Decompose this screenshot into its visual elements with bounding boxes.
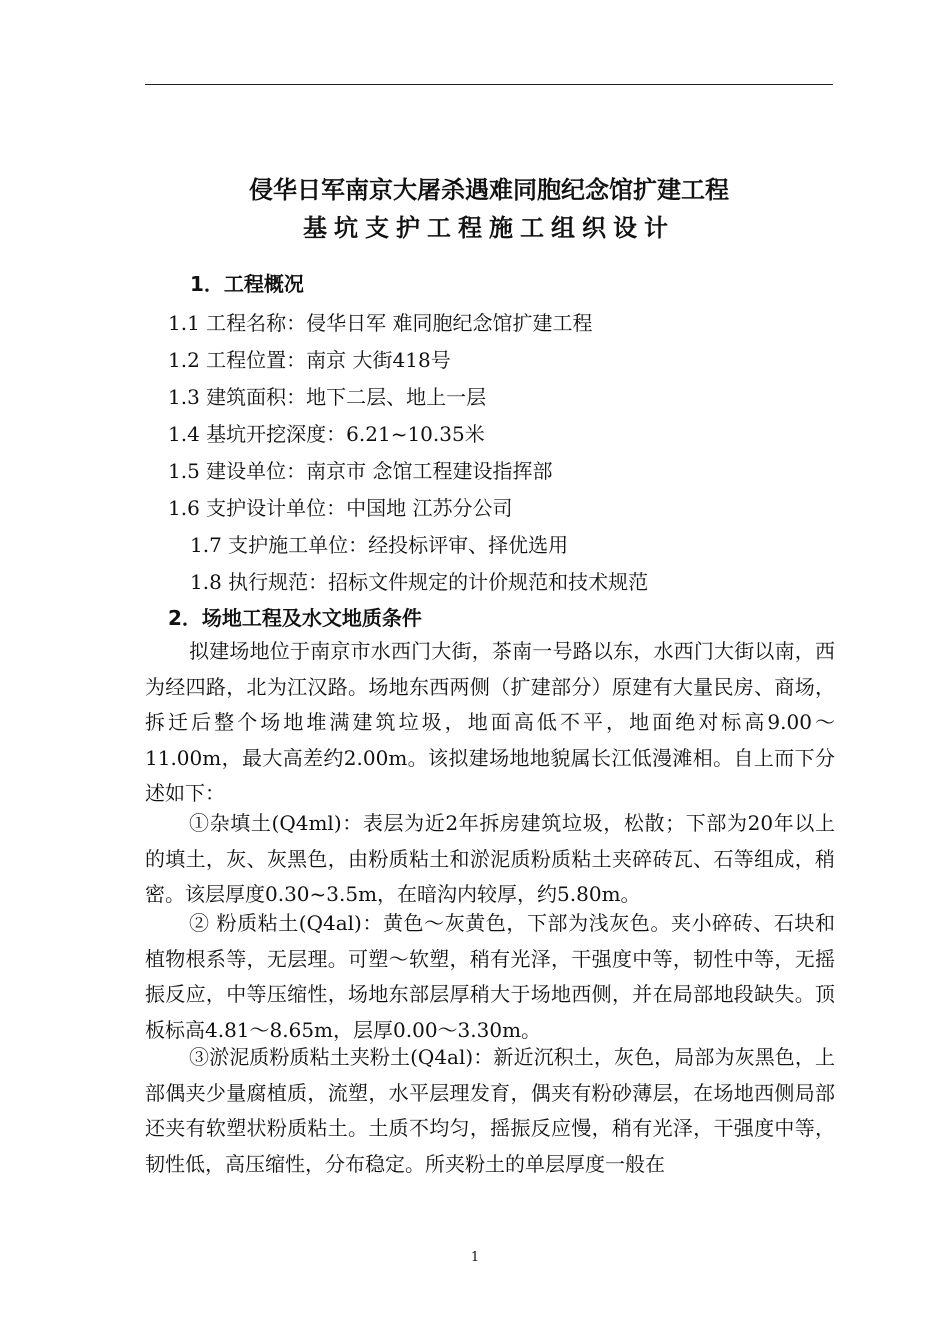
paragraph-site-location: 拟建场地位于南京市水西门大街，茶南一号路以东，水西门大街以南，西为经四路，北为江汉路。场地东西两侧（扩建部分）原建有大量民房、商场，拆迁后整个场地堆满建筑垃圾，地面高低不平，地面绝对标高9.00～11.00m，最大高差约2.00m。该拟建场地地貌属长江低漫滩相。自上而下分述如下： — [145, 639, 835, 806]
paragraph-layer-1-fill: ①杂填土(Q4ml)：表层为近2年拆房建筑垃圾，松散；下部为20年以上的填土，灰、灰黑色，由粉质粘土和淤泥质粉质粘土夹碎砖瓦、石等组成，稍密。该层厚度0.30~3.5m，在暗沟内较厚，约5.80m。 — [145, 811, 835, 907]
paragraph-layer-2-silty-clay: ② 粉质粘土(Q4al)：黄色～灰黄色，下部为浅灰色。夹小碎砖、石块和植物根系等，无层理。可塑～软塑，稍有光泽，干强度中等，韧性中等，无摇振反应，中等压缩性，场地东部层厚稍大于场地西侧，并在局部地段缺失。顶板标高4.81～8.65m，层厚0.00～3.30m。 — [145, 911, 835, 1042]
page-number: 1 — [470, 1250, 480, 1265]
overview-item-1-4: 1.4 基坑开挖深度：6.21~10.35米 — [168, 422, 485, 446]
header-rule — [145, 84, 833, 85]
overview-item-1-1: 1.1 工程名称：侵华日军 难同胞纪念馆扩建工程 — [168, 311, 593, 335]
overview-item-1-2: 1.2 工程位置：南京 大街418号 — [168, 348, 451, 372]
overview-item-1-6: 1.6 支护设计单位：中国地 江苏分公司 — [168, 496, 513, 520]
overview-item-1-8: 1.8 执行规范：招标文件规定的计价规范和技术规范 — [190, 570, 649, 594]
overview-item-1-5: 1.5 建设单位：南京市 念馆工程建设指挥部 — [168, 459, 553, 483]
overview-item-1-3: 1.3 建筑面积：地下二层、地上一层 — [168, 385, 487, 409]
overview-item-1-7: 1.7 支护施工单位：经投标评审、择优选用 — [190, 533, 569, 557]
document-title-line-1: 侵华日军南京大屠杀遇难同胞纪念馆扩建工程 — [249, 176, 729, 204]
section-2-heading: 2．场地工程及水文地质条件 — [168, 606, 422, 630]
paragraph-layer-3-mucky-clay: ③淤泥质粉质粘土夹粉土(Q4al)：新近沉积土，灰色，局部为灰黑色，上部偶夹少量腐植质，流塑，水平层理发育，偶夹有粉砂薄层，在场地西侧局部还夹有软塑状粉质粘土。土质不均匀，摇振反应慢，稍有光泽，干强度中等，韧性低，高压缩性，分布稳定。所夹粉土的单层厚度一般在 — [145, 1045, 835, 1176]
section-1-heading: 1．工程概况 — [190, 272, 304, 296]
document-title-line-2: 基坑支护工程施工组织设计 — [303, 214, 675, 242]
